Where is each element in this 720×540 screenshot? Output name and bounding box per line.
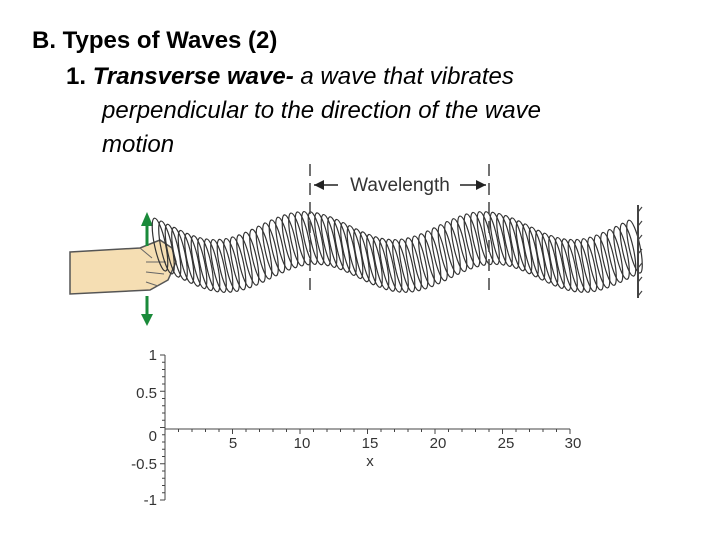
down-arrow-icon: [141, 296, 153, 326]
slinky-coils: [149, 210, 645, 293]
y-tick-1: 1: [148, 347, 157, 364]
slinky-illustration: [70, 164, 645, 326]
x-tick-15: 15: [361, 435, 379, 452]
y-tick-0.5: 0.5: [136, 385, 157, 402]
x-tick-10: 10: [293, 435, 311, 452]
wavelength-label: Wavelength: [350, 175, 450, 196]
x-tick-25: 25: [497, 435, 515, 452]
x-tick-20: 20: [429, 435, 447, 452]
definition-line-2: perpendicular to the direction of the wave: [102, 97, 541, 124]
bullet-number: 1.: [66, 63, 87, 90]
term-transverse-wave: Transverse wave-: [92, 63, 294, 90]
axis-ticks: [160, 355, 570, 500]
plot: [131, 347, 581, 509]
hand-icon: [70, 240, 176, 294]
up-arrow-icon: [141, 212, 153, 246]
x-tick-30: 30: [564, 435, 582, 452]
x-tick-5: 5: [228, 435, 238, 452]
slide-heading: B. Types of Waves (2): [32, 27, 278, 54]
x-axis-label: x: [366, 453, 374, 470]
y-tick-minus-1: -1: [143, 492, 157, 509]
definition-line-3: motion: [102, 131, 175, 158]
y-tick-0: 0: [148, 428, 157, 445]
definition-line-1: a wave that vibrates: [300, 63, 514, 90]
y-tick-minus-0.5: -0.5: [131, 456, 157, 473]
